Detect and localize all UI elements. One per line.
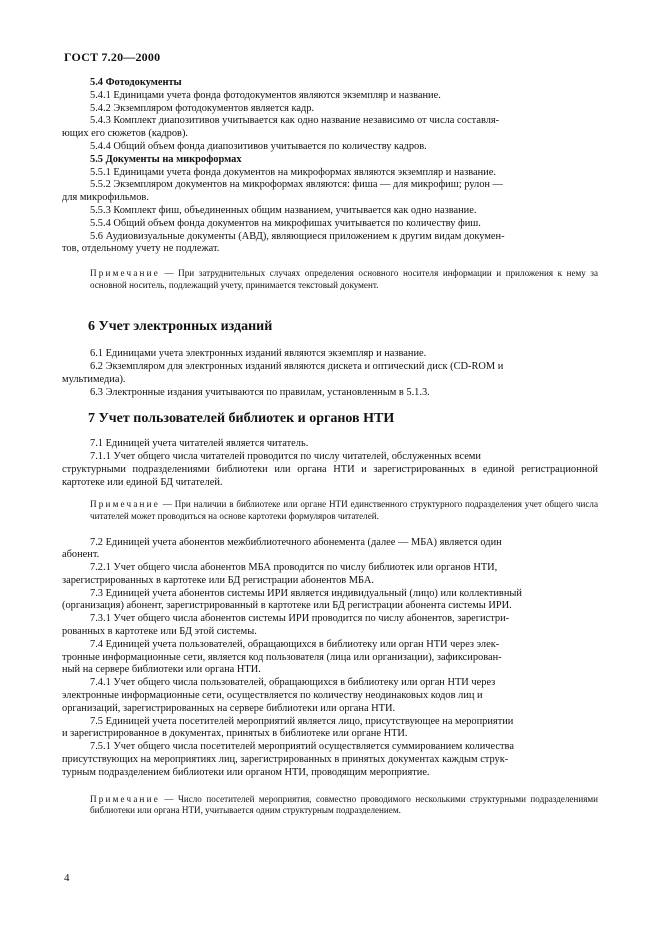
para-7-4-cont2: ный на сервере библиотеки или органа НТИ. [62, 664, 261, 676]
para-7-5-1-cont1: присутствующих на мероприятиях лиц, зарегистрированных в принятых документах каждым струк- [62, 754, 509, 766]
para-7-4-cont1: тронные информационные сети, является код пользователя (лица или организации), зафиксирован- [62, 651, 502, 663]
note-2 [90, 499, 598, 522]
para-6-2-cont: мультимедиа). [62, 373, 126, 385]
para-5-6-cont: тов, отдельному учету не подлежат. [62, 243, 220, 255]
para-5-4-4: 5.4.4 Общий объем фонда диапозитивов учитывается по количеству кадров. [90, 140, 427, 152]
para-7-5-1: 7.5.1 Учет общего числа посетителей мероприятий осуществляется суммированием количества [90, 741, 514, 753]
para-5-5-4: 5.5.4 Общий объем фонда документов на микрофишах учитывается по количеству фиш. [90, 217, 481, 229]
para-5-4-3-cont: ющих его сюжетов (кадров). [62, 128, 189, 140]
para-7-2-cont: абонент. [62, 549, 100, 561]
para-7-5: 7.5 Единицей учета посетителей мероприятий является лицо, присутствующее на мероприятии [90, 715, 514, 727]
note-label: Примечание [90, 499, 160, 510]
para-5-4-1: 5.4.1 Единицами учета фонда фотодокументов являются экземпляр и название. [90, 89, 441, 101]
para-5-4-2: 5.4.2 Экземпляром фотодокументов является кадр. [90, 102, 315, 114]
para-6-1: 6.1 Единицами учета электронных изданий являются экземпляр и название. [90, 348, 427, 360]
para-7-4-1: 7.4.1 Учет общего числа пользователей, обращающихся в библиотеку или орган НТИ через [90, 677, 496, 689]
note-1 [90, 268, 598, 291]
section-7-title: 7 Учет пользователей библиотек и органов НТИ [88, 411, 395, 427]
note-text: — При наличии в библиотеке или органе НТИ единственного структурного подразделения учет общего числа читателей может проводиться на основе картотеки формуляров читателей. [90, 499, 598, 521]
para-7-4: 7.4 Единицей учета пользователей, обращающихся в библиотеку или орган НТИ через элек- [90, 638, 500, 650]
para-7-1: 7.1 Единицей учета читателей является читатель. [90, 438, 309, 450]
document-header: ГОСТ 7.20—2000 [64, 50, 161, 64]
para-6-3: 6.3 Электронные издания учитываются по правилам, установленным в 5.1.3. [90, 386, 430, 398]
document-body [62, 77, 598, 827]
note-3 [90, 794, 598, 817]
note-label: Примечание [90, 268, 160, 279]
para-7-1-1: 7.1.1 Учет общего числа читателей проводится по числу читателей, обслуженных всеми [90, 450, 481, 462]
para-7-3: 7.3 Единицей учета абонентов системы ИРИ является индивидуальный (лицо) или коллективный [90, 587, 522, 599]
para-5-5-2-cont: для микрофильмов. [62, 192, 149, 204]
para-7-2-1-cont: зарегистрированных в картотеке или БД регистрации абонентов МБА. [62, 574, 374, 586]
para-5-4-3: 5.4.3 Комплект диапозитивов учитывается как одно название независимо от числа составля- [90, 115, 500, 127]
para-5-6: 5.6 Аудиовизуальные документы (АВД), являющиеся приложением к другим видам докумен- [90, 230, 505, 242]
para-7-2-1: 7.2.1 Учет общего числа абонентов МБА проводится по числу библиотек или органов НТИ, [90, 562, 498, 574]
page-number: 4 [64, 872, 70, 884]
para-7-1-1-cont: структурными подразделениями библиотеки или органа НТИ и зарегистрированных в единой регистрационной картотеке или единой БД читателей. [62, 463, 598, 488]
section-5-4-title: 5.4 Фотодокументы [90, 77, 182, 88]
para-7-3-1-cont: рованных в картотеке или БД этой системы. [62, 626, 257, 638]
para-6-2: 6.2 Экземпляром для электронных изданий являются дискета и оптический диск (CD-ROM и [90, 360, 504, 372]
note-text: — Число посетителей мероприятия, совместно проводимого несколькими структурными подразделениями библиотеки или органа НТИ, учитывается одним структурным подразделением. [90, 793, 598, 816]
section-6-title: 6 Учет электронных изданий [88, 319, 273, 335]
para-7-4-1-cont2: организаций, зарегистрированных на сервере библиотеки или органа НТИ. [62, 702, 396, 714]
para-7-5-1-cont2: турным подразделением библиотеки или органом НТИ, проводящим мероприятие. [62, 766, 430, 778]
para-5-5-1: 5.5.1 Единицами учета фонда документов на микроформах являются экземпляр и название. [90, 166, 496, 178]
para-7-5-cont: и зарегистрированное в документах, принятых в библиотеке или органе НТИ. [62, 728, 408, 740]
note-text: — При затруднительных случаях определения основного носителя информации и приложения к нему за основной носитель, подлежащий учету, принимается текстовый документ. [90, 268, 598, 290]
para-7-3-1: 7.3.1 Учет общего числа абонентов системы ИРИ проводится по числу абонентов, зарегистри- [90, 613, 510, 625]
section-5-5-title: 5.5 Документы на микроформах [90, 153, 242, 165]
para-7-4-1-cont1: электронные информационные сети, осуществляется по количеству неодинаковых кодов лиц и [62, 690, 483, 702]
para-7-2: 7.2 Единицей учета абонентов межбиблиотечного абонемента (далее — МБА) является один [90, 536, 502, 548]
para-5-5-2: 5.5.2 Экземпляром документов на микроформах являются: фиша — для микрофиш; рулон — [90, 179, 503, 191]
para-5-5-3: 5.5.3 Комплект фиш, объединенных общим названием, учитывается как одно название. [90, 204, 477, 216]
note-label: Примечание [90, 793, 160, 804]
para-7-3-cont: (организация) абонент, зарегистрированный в картотеке или БД регистрации абонента системы ИРИ. [62, 600, 512, 612]
